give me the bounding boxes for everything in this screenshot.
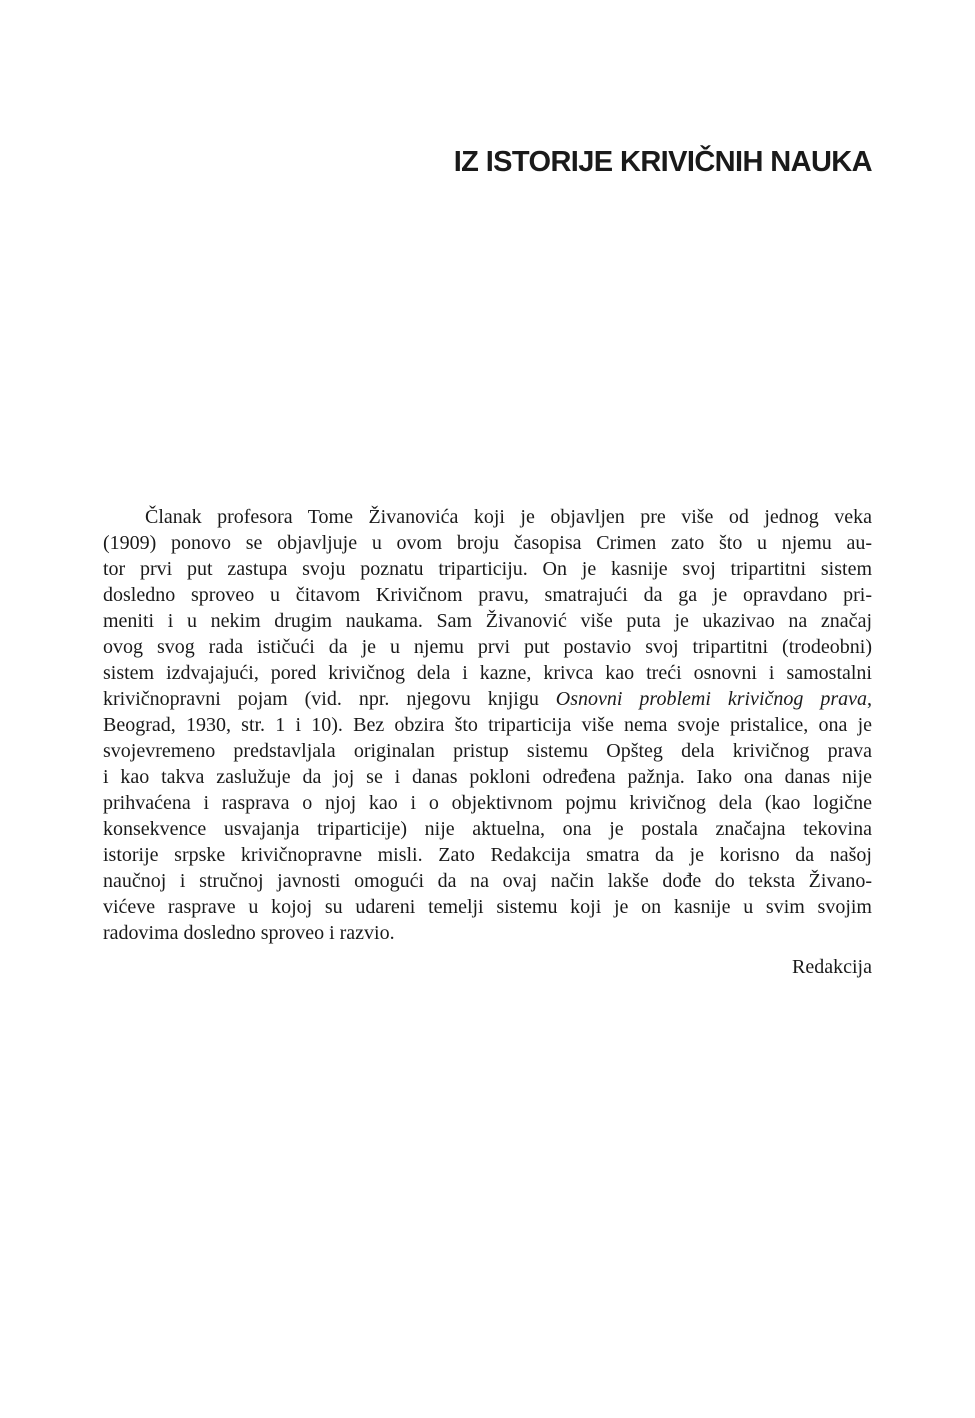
section-title: IZ ISTORIJE KRIVIČNIH NAUKA: [453, 146, 872, 178]
paragraph-line: radovima dosledno sproveo i razvio.: [103, 922, 395, 944]
paragraph-line: meniti i u nekim drugim naukama. Sam Živanović više puta je ukazivao na značaj: [103, 610, 872, 632]
paragraph-line-with-book-title: [103, 686, 872, 712]
paragraph-line: (1909) ponovo se objavljuje u ovom broju časopisa Crimen zato što u njemu au-: [103, 532, 872, 554]
paragraph-line: svojevremeno predstavljala originalan pristup sistemu Opšteg dela krivičnog prava: [103, 740, 872, 762]
paragraph-line: konsekvence usvajanja triparticije) nije aktuelna, ona je postala značajna tekovina: [103, 818, 872, 840]
paragraph-line: sistem izdvajajući, pored krivičnog dela i kazne, krivca kao treći osnovni i samostalni: [103, 662, 872, 684]
paragraph-line: Članak profesora Tome Živanovića koji je objavljen pre više od jednog veka: [145, 506, 872, 528]
signature: Redakcija: [792, 956, 872, 978]
editorial-paragraph: [103, 504, 872, 946]
book-title: Osnovni problemi krivičnog prava: [555, 688, 867, 710]
paragraph-line: i kao takva zaslužuje da joj se i danas pokloni određena pažnja. Iako ona danas nije: [103, 766, 872, 788]
paragraph-line: tor prvi put zastupa svoju poznatu triparticiju. On je kasnije svoj tripartitni sistem: [103, 558, 872, 580]
line-text: ,: [867, 688, 872, 710]
paragraph-line: ovog svog rada ističući da je u njemu prvi put postavio svoj tripartitni (trodeobni): [103, 636, 872, 658]
paragraph-line: vićeve rasprave u kojoj su udareni temelji sistemu koji je on kasnije u svim svojim: [103, 896, 872, 918]
paragraph-line: istorije srpske krivičnopravne misli. Zato Redakcija smatra da je korisno da našoj: [103, 844, 872, 866]
line-text: krivičnopravni pojam (vid. npr. njegovu knjigu: [103, 688, 556, 710]
paragraph-line: Beograd, 1930, str. 1 i 10). Bez obzira što triparticija više nema svoje pristalice, ona je: [103, 714, 872, 736]
paragraph-line: naučnoj i stručnoj javnosti omogući da na ovaj način lakše dođe do teksta Živano-: [103, 870, 872, 892]
paragraph-line: dosledno sproveo u čitavom Krivičnom pravu, smatrajući da ga je opravdano pri-: [103, 584, 872, 606]
paragraph-line: prihvaćena i rasprava o njoj kao i o objektivnom pojmu krivičnog dela (kao logične: [103, 792, 872, 814]
